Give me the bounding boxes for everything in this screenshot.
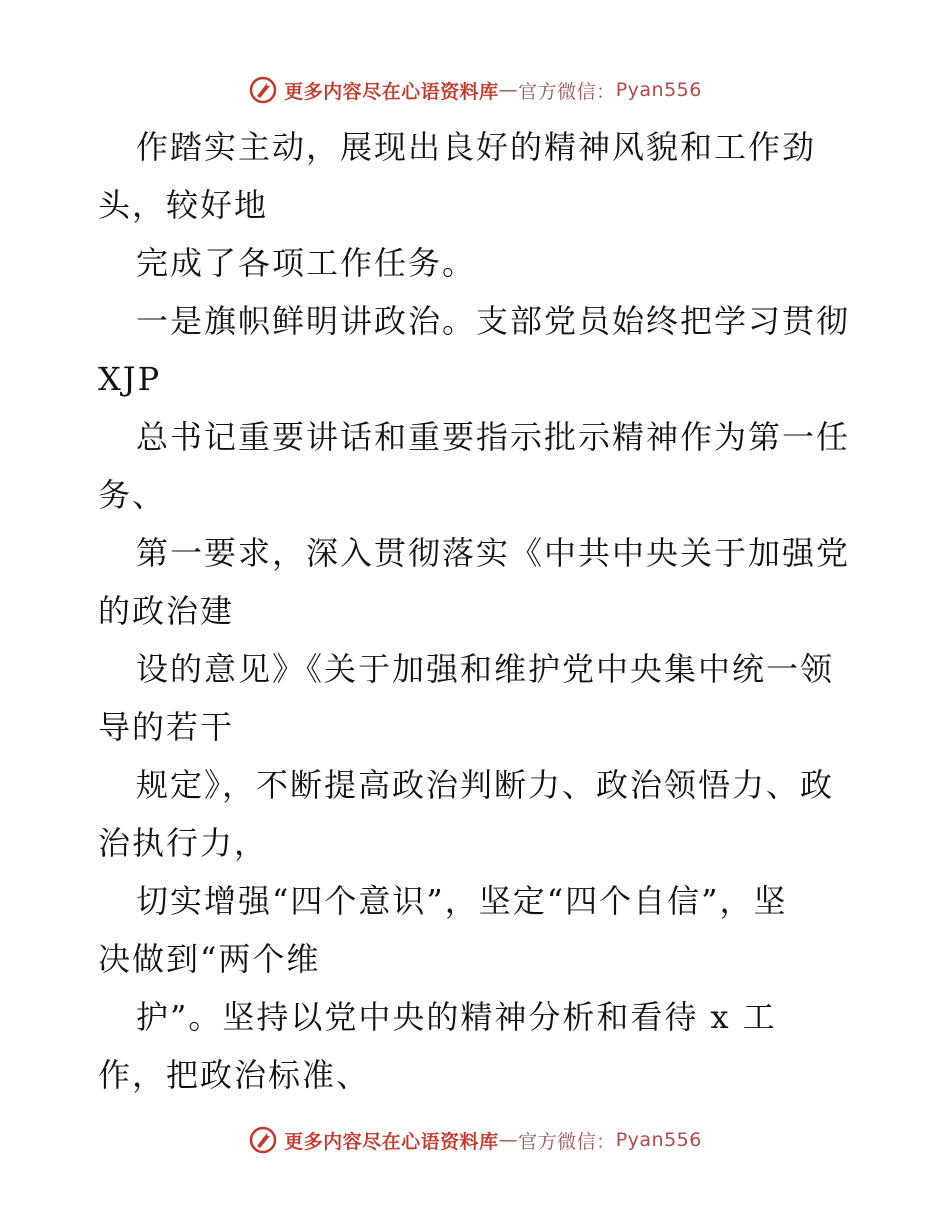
text-line: 一是旗帜鲜明讲政治。支部党员始终把学习贯彻: [136, 302, 851, 340]
footer-watermark: [0, 1120, 950, 1160]
text-line: 规定》，不断提高政治判断力、政治领悟力、政: [136, 766, 835, 804]
text-line: 治执行力，: [98, 824, 269, 862]
watermark-handle: Pyan556: [615, 79, 702, 101]
text-line: 导的若干: [98, 708, 235, 746]
text-line: 护”。坚持以党中央的精神分析和看待 x 工: [136, 998, 777, 1036]
text-line: 设的意见》《关于加强和维护党中央集中统一领: [136, 650, 835, 688]
text-line: 务、: [98, 476, 167, 514]
watermark-separator: —: [498, 1129, 519, 1151]
text-line: XJP: [98, 360, 162, 398]
text-line: 头，较好地: [98, 186, 269, 224]
text-line: 第一要求，深入贯彻落实《中共中央关于加强党: [136, 534, 851, 572]
document-body: [98, 118, 858, 1104]
pen-nib-circle-icon: [248, 1125, 278, 1155]
watermark-handle: Pyan556: [615, 1129, 702, 1151]
watermark-suffix: 官方微信：: [518, 1130, 616, 1153]
text-line: 的政治建: [98, 592, 235, 630]
text-line: 决做到“两个维: [98, 940, 321, 978]
watermark-suffix: 官方微信：: [518, 80, 616, 103]
text-line: 作，把政治标准、: [98, 1056, 371, 1094]
watermark-separator: —: [498, 79, 519, 101]
watermark-main-text: 更多内容尽在心语资料库: [284, 1130, 499, 1153]
watermark-main-text: 更多内容尽在心语资料库: [284, 80, 499, 103]
text-line: 作踏实主动，展现出良好的精神风貌和工作劲: [136, 128, 817, 166]
text-line: 总书记重要讲话和重要指示批示精神作为第一任: [136, 418, 851, 456]
pen-nib-circle-icon: [248, 75, 278, 105]
text-line: 完成了各项工作任务。: [136, 244, 477, 282]
header-watermark: [0, 70, 950, 110]
text-line: 切实增强“四个意识”，坚定“四个自信”，坚: [136, 882, 788, 920]
